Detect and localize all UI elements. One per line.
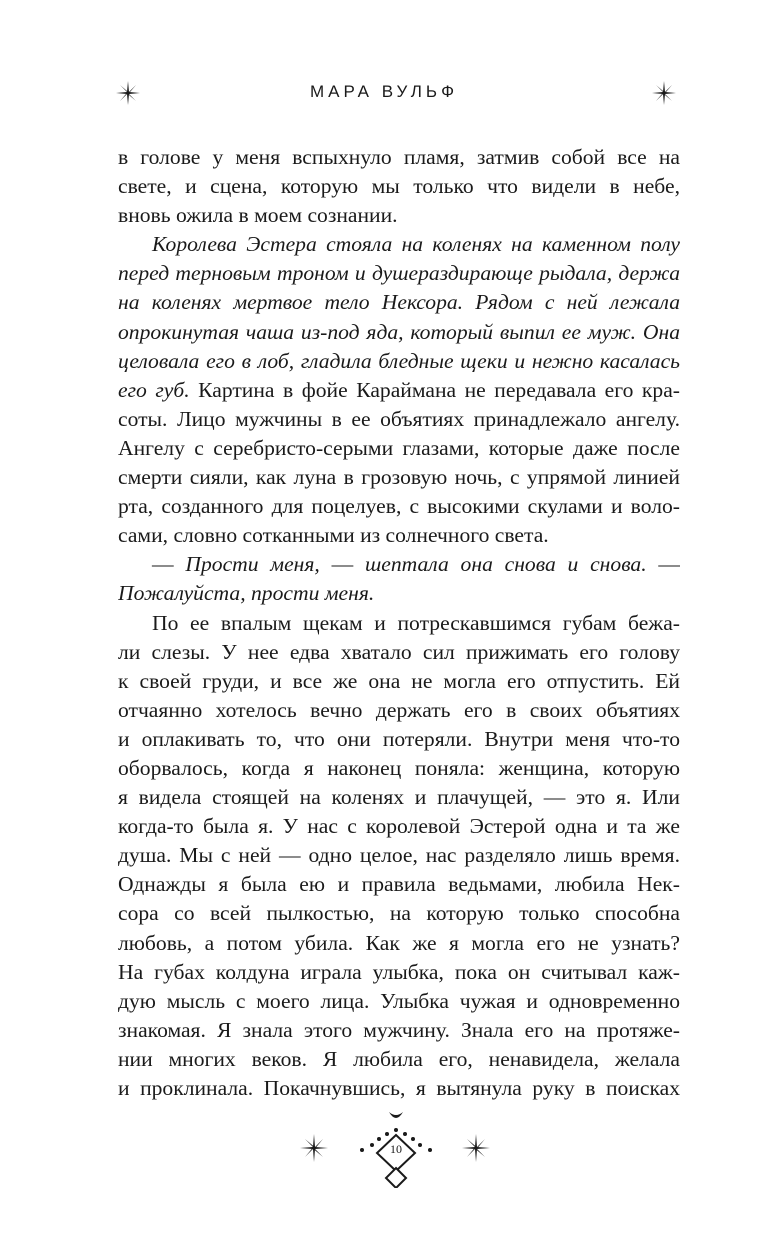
- text-line: Ангелу с серебристо-серыми глазами, которые даже после: [118, 435, 680, 460]
- text-line: По ее впалым щекам и потрескавшимся губам бежа-: [152, 610, 680, 635]
- text-line: целовала его в лоб, гладила бледные щеки и нежно касалась: [118, 348, 680, 373]
- text-line: перед терновым троном и душераздирающе рыдала, держа: [118, 261, 680, 286]
- text-line: его губ. Картина в фойе Караймана не передавала его кра-: [118, 377, 680, 402]
- text-line: нии многих веков. Я любила его, ненавидела, желала: [118, 1046, 680, 1071]
- text-line: смерти сияли, как луна в грозовую ночь, с упрямой линией: [118, 465, 680, 490]
- text-line: душа. Мы с ней — одно целое, нас разделяло лишь время.: [118, 843, 680, 868]
- text-line: На губах колдуна играла улыбка, пока он считывал каж-: [118, 959, 680, 984]
- text-line: ли слезы. У нее едва хватало сил прижимать его голову: [118, 639, 680, 664]
- text-line: в голове у меня вспыхнуло пламя, затмив собой все на: [118, 145, 680, 169]
- text-line: и проклинала. Покачнувшись, я вытянула руку в поисках: [118, 1076, 680, 1100]
- text-line: любовь, а потом убила. Как же я могла его не узнать?: [118, 930, 680, 955]
- text-line: на коленях мертвое тело Нексора. Рядом с ней лежала: [118, 290, 680, 315]
- text-line: отчаянно хотелось вечно держать его в своих объятиях: [118, 697, 680, 722]
- text-line: Королева Эстера стояла на коленях на каменном полу: [152, 232, 680, 257]
- text-line: сами, словно сотканными из солнечного света.: [118, 523, 549, 548]
- text-line: Однажды я была ею и правила ведьмами, любила Нек-: [118, 872, 680, 897]
- text-line: дую мысль с моего лица. Улыбка чужая и одновременно: [118, 988, 680, 1013]
- text-line: опрокинутая чаша из-под яда, который выпил ее муж. Она: [118, 319, 680, 344]
- text-line: и оплакивать то, что они потеряли. Внутри меня что-то: [118, 726, 680, 751]
- text-line: к своей груди, и все же она не могла его отпустить. Ей: [118, 668, 680, 693]
- author-name: МАРА ВУЛЬФ: [309, 82, 458, 101]
- text-line: Пожалуйста, прости меня.: [118, 581, 375, 606]
- text-line: вновь ожила в моем сознании.: [118, 203, 398, 228]
- text-line: я видела стоящей на коленях и плачущей, — это я. Или: [118, 785, 680, 810]
- text-line: когда-то была я. У нас с королевой Эстерой одна и та же: [118, 814, 680, 839]
- text-line: соты. Лицо мужчины в ее объятиях принадлежало ангелу.: [118, 406, 680, 431]
- running-header: [0, 78, 768, 110]
- text-line: знакомая. Я знала этого мужчину. Знала его на протяже-: [118, 1017, 680, 1042]
- text-line: свете, и сцена, которую мы только что видели в небе,: [118, 174, 680, 199]
- text-line: — Прости меня, — шептала она снова и снова. —: [152, 552, 680, 577]
- text-line: сора со всей пылкостью, на которую только способна: [118, 901, 680, 926]
- text-line: рта, созданного для поцелуев, с высокими скулами и воло-: [118, 494, 680, 519]
- body-text: [118, 143, 680, 1103]
- page-footer: [0, 1108, 768, 1198]
- text-line: оборвалось, когда я наконец поняла: женщина, которую: [118, 755, 680, 780]
- page-number: 10: [390, 1142, 402, 1156]
- sparkle-ornament-icon: [652, 81, 676, 105]
